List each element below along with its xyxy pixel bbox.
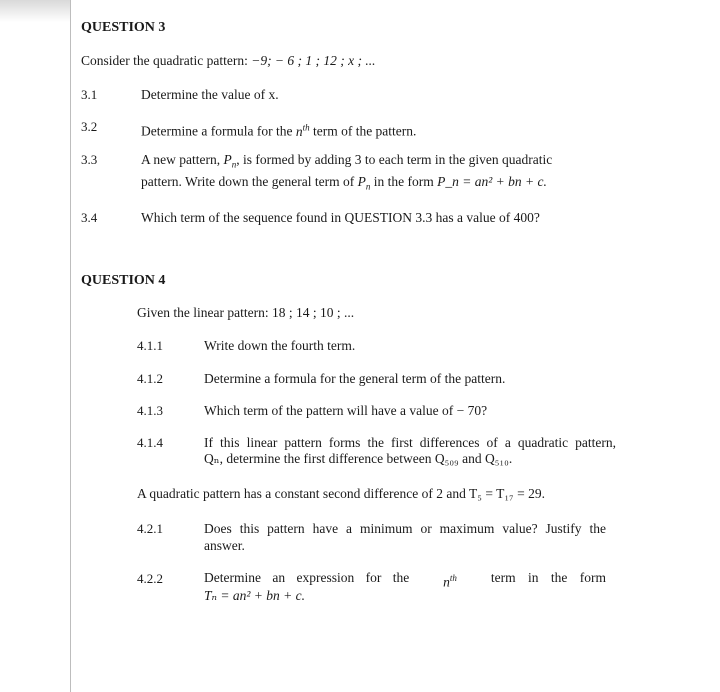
q3-2-text-a: Determine a formula for the <box>141 123 293 139</box>
q3-2-n: n <box>295 123 303 139</box>
q3-3-line1-a: A new pattern, <box>141 152 221 167</box>
q3-3-p2-sub: n <box>365 181 371 192</box>
question-3-heading: QUESTION 3 <box>81 20 166 35</box>
q3-4-text: Which term of the sequence found in QUESTION 3.3 has a value of 400? <box>141 210 540 225</box>
q4-1-1-number: 4.1.1 <box>137 338 163 353</box>
q4-1-2-text: Determine a formula for the general term of the pattern. <box>204 371 506 386</box>
q3-1-text: Determine the value of x. <box>141 87 279 102</box>
q4-2-1-line2: answer. <box>204 538 245 553</box>
q4-2-2-number: 4.2.2 <box>137 571 163 586</box>
q3-2-th: th <box>302 122 310 132</box>
q4-2-2-line2: Tₙ = an² + bn + c. <box>204 588 305 603</box>
question-4-heading: QUESTION 4 <box>81 273 166 288</box>
q4-2-2-line1-b: term in the form <box>490 570 606 585</box>
q4-intro: Given the linear pattern: 18 ; 14 ; 10 ; ... <box>137 305 355 320</box>
q3-3-line2 <box>141 174 547 195</box>
q3-2-text <box>141 119 416 140</box>
q3-3-line1-b: , is formed by adding 3 to each term in the given quadratic <box>236 152 553 167</box>
q4-1-3-text: Which term of the pattern will have a value of − 70? <box>204 403 488 418</box>
q3-4-number: 3.4 <box>81 210 98 225</box>
q3-2-number: 3.2 <box>81 119 98 134</box>
q3-3-number: 3.3 <box>81 152 98 167</box>
q3-2-nth <box>296 124 310 139</box>
q3-2-text-b: term of the pattern. <box>312 123 417 139</box>
q3-intro-sequence: −9; − 6 ; 1 ; 12 ; x ; ... <box>251 53 376 68</box>
q4-1-1-text: Write down the fourth term. <box>204 338 356 353</box>
q4-2-2-n: n <box>443 574 450 590</box>
q4-2-2-th: th <box>449 573 457 583</box>
q4-1-4-line2: Qₙ, determine the first difference between Q₅₀₉ and Q₅₁₀. <box>204 451 513 466</box>
q3-3-p-sub: n <box>231 159 237 170</box>
q4-1-3-number: 4.1.3 <box>137 403 163 418</box>
q3-1-number: 3.1 <box>81 87 98 102</box>
q4-constant-line: A quadratic pattern has a constant second difference of 2 and T₅ = T₁₇ = 29. <box>137 486 545 501</box>
q3-3-p2: P <box>357 174 366 189</box>
q3-intro <box>81 53 376 69</box>
q3-3-line2-b: in the form <box>373 174 434 189</box>
q4-2-2-line1-a: Determine an expression for the <box>204 570 410 585</box>
q3-3-line1 <box>141 152 552 173</box>
q4-1-4-number: 4.1.4 <box>137 435 163 450</box>
q3-3-p: P <box>223 152 232 167</box>
q3-3-line2-a: pattern. Write down the general term of <box>141 174 355 189</box>
q3-3-formula: P_n = an² + bn + c. <box>437 174 547 189</box>
q4-2-2-nth <box>443 570 457 591</box>
q4-1-4-line1: If this linear pattern forms the first differences of a quadratic pattern, <box>204 435 616 450</box>
q4-1-2-number: 4.1.2 <box>137 371 163 386</box>
q3-intro-prefix: Consider the quadratic pattern: <box>81 53 248 68</box>
q4-2-1-line1: Does this pattern have a minimum or maximum value? Justify the <box>204 521 606 536</box>
q4-2-1-number: 4.2.1 <box>137 521 163 536</box>
